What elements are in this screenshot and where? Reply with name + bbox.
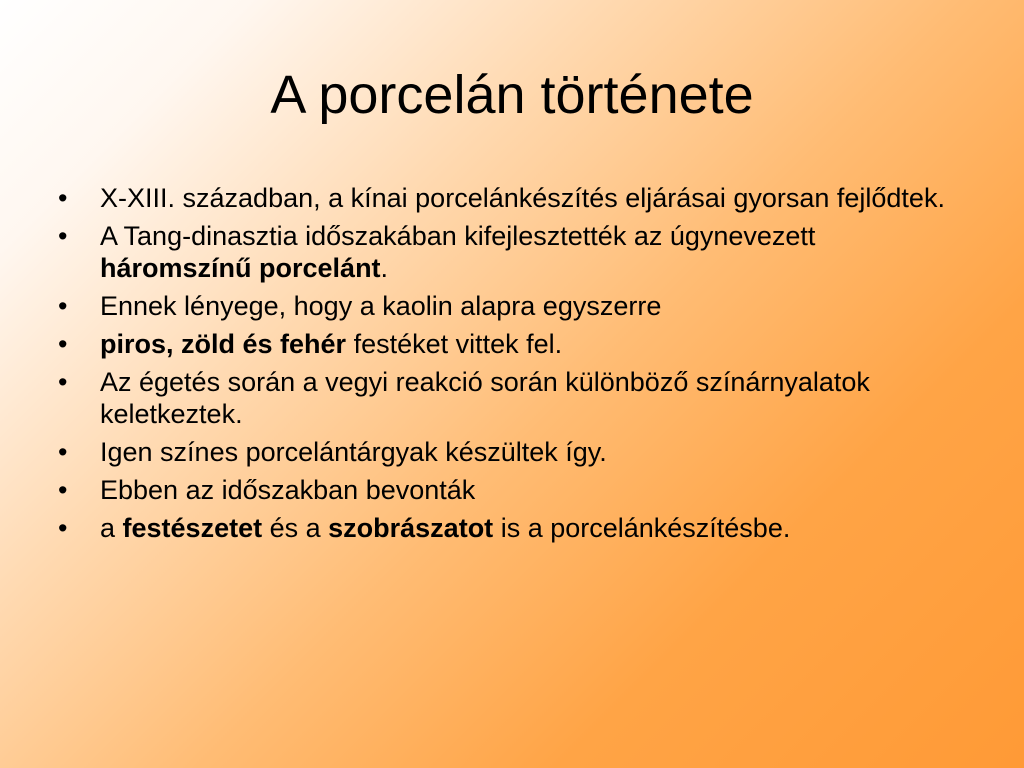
bullet-text: X-XIII. században, a kínai porcelánkészítés eljárásai gyorsan fejlődtek. bbox=[100, 183, 945, 213]
bullet-marker: • bbox=[58, 513, 68, 543]
bullet-marker: • bbox=[58, 221, 68, 251]
bullet-item bbox=[58, 474, 958, 506]
bullet-text: is a porcelánkészítésbe. bbox=[493, 513, 791, 543]
bullet-item bbox=[58, 436, 958, 468]
bullet-text: A Tang-dinasztia időszakában kifejlesztették az úgynevezett bbox=[100, 221, 816, 251]
bullet-text: . bbox=[380, 253, 389, 283]
bullet-marker: • bbox=[58, 329, 68, 359]
bullet-marker: • bbox=[58, 437, 68, 467]
bullet-list bbox=[58, 182, 958, 550]
bullet-text: Az égetés során a vegyi reakció során különböző színárnyalatok keletkeztek. bbox=[100, 367, 870, 429]
bullet-marker: • bbox=[58, 475, 68, 505]
bullet-text-bold: háromszínű porcelánt bbox=[100, 253, 381, 283]
bullet-marker: • bbox=[58, 183, 68, 213]
bullet-text-bold: festészetet bbox=[122, 513, 263, 543]
bullet-text: Ennek lényege, hogy a kaolin alapra egyszerre bbox=[100, 291, 662, 321]
bullet-marker: • bbox=[58, 367, 68, 397]
bullet-text: Ebben az időszakban bevonták bbox=[100, 475, 476, 505]
bullet-text: a bbox=[100, 513, 123, 543]
bullet-text: festéket vittek fel. bbox=[346, 329, 563, 359]
bullet-item bbox=[58, 512, 958, 544]
bullet-item bbox=[58, 182, 958, 214]
bullet-item bbox=[58, 220, 958, 284]
bullet-item bbox=[58, 366, 958, 430]
bullet-marker: • bbox=[58, 291, 68, 321]
bullet-text-bold: szobrászatot bbox=[328, 513, 494, 543]
slide-title: A porcelán története bbox=[270, 65, 754, 125]
bullet-text-bold: piros, zöld és fehér bbox=[100, 329, 347, 359]
bullet-item bbox=[58, 290, 958, 322]
bullet-text: Igen színes porcelántárgyak készültek így. bbox=[100, 437, 607, 467]
bullet-text: és a bbox=[262, 513, 329, 543]
bullet-item bbox=[58, 328, 958, 360]
